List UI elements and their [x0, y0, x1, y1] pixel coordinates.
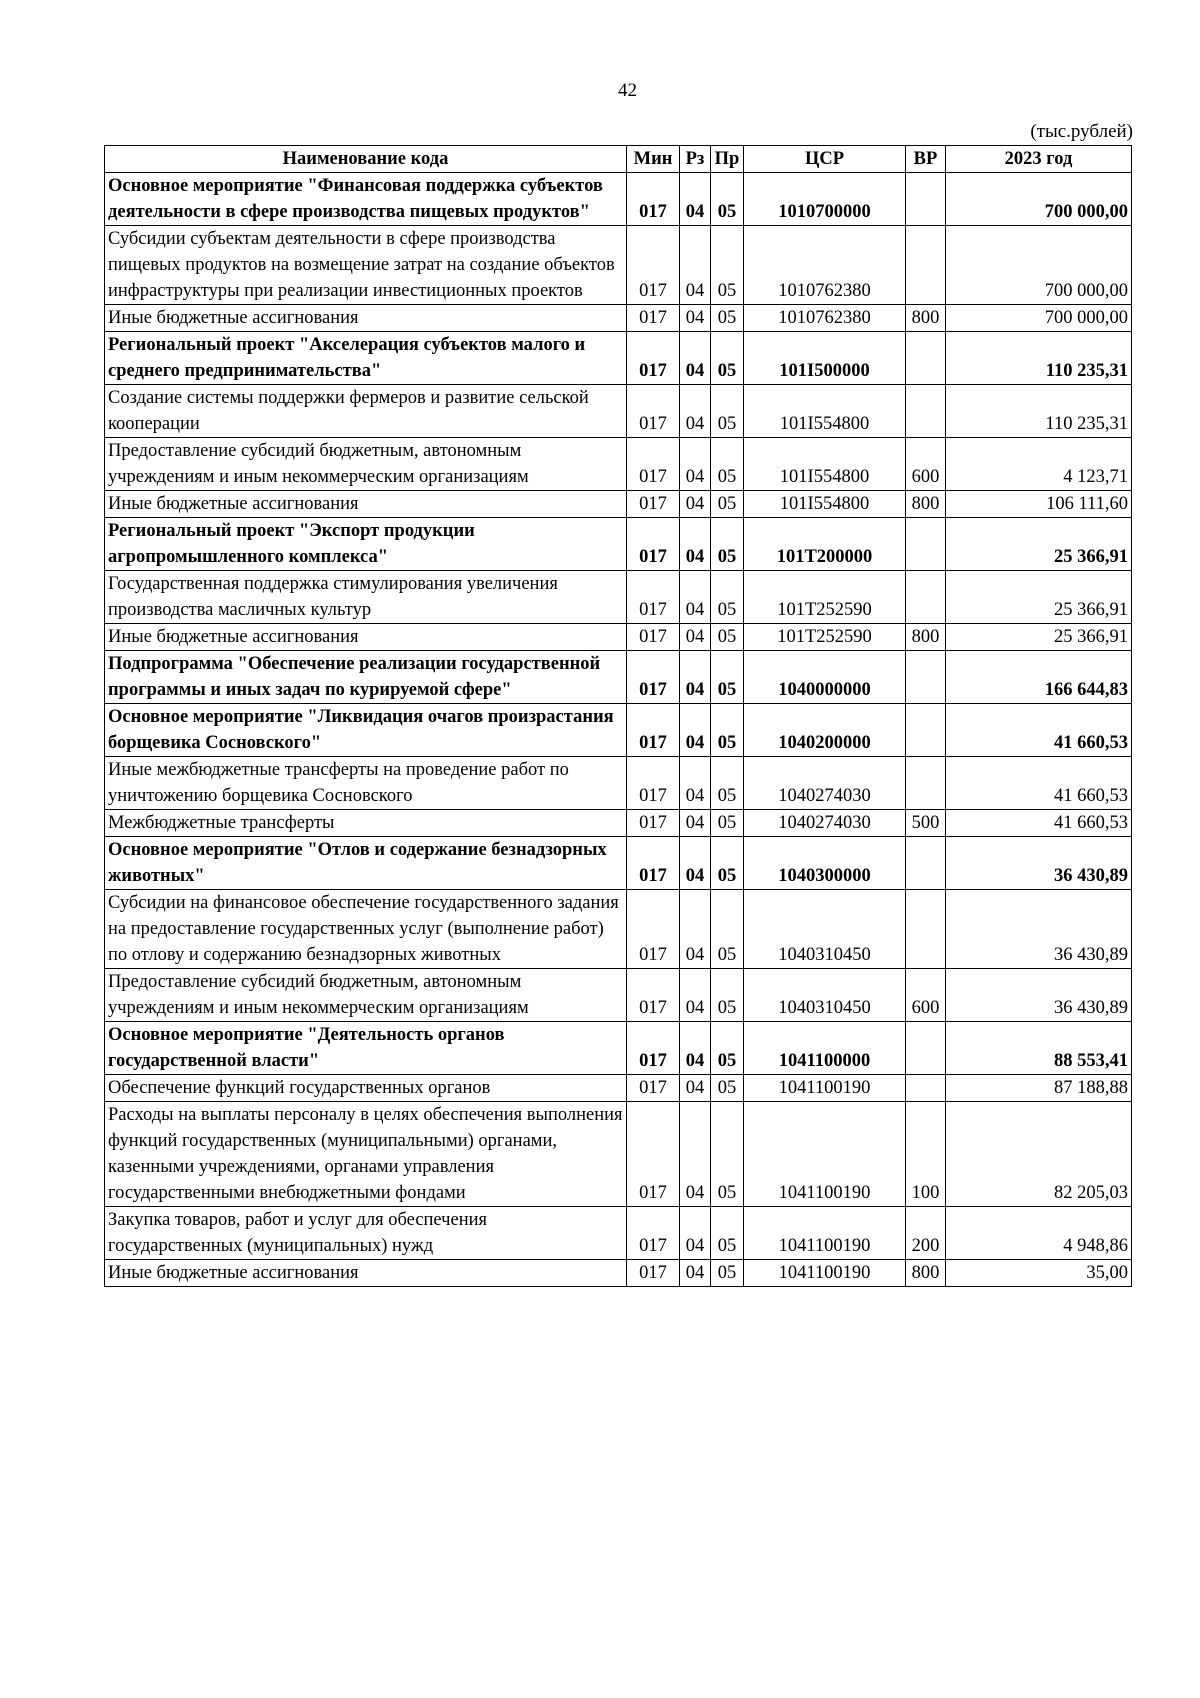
row-amount: 4 123,71 [946, 438, 1132, 491]
row-amount: 36 430,89 [946, 969, 1132, 1022]
row-name: Иные бюджетные ассигнования [105, 624, 627, 651]
table-row [105, 385, 1132, 438]
row-amount: 106 111,60 [946, 491, 1132, 518]
row-min: 017 [627, 757, 680, 810]
row-rz: 04 [680, 571, 711, 624]
row-amount: 700 000,00 [946, 226, 1132, 305]
table-row [105, 491, 1132, 518]
row-vr [906, 518, 946, 571]
row-vr: 600 [906, 438, 946, 491]
row-amount: 87 188,88 [946, 1075, 1132, 1102]
row-amount: 41 660,53 [946, 757, 1132, 810]
row-rz: 04 [680, 1207, 711, 1260]
table-row [105, 704, 1132, 757]
row-name: Основное мероприятие "Финансовая поддержка субъектов деятельности в сфере производства пищевых продуктов" [105, 173, 627, 226]
row-amount: 700 000,00 [946, 173, 1132, 226]
row-pr: 05 [711, 757, 744, 810]
row-rz: 04 [680, 810, 711, 837]
row-name: Иные бюджетные ассигнования [105, 305, 627, 332]
row-pr: 05 [711, 624, 744, 651]
header-year: 2023 год [946, 146, 1132, 173]
row-pr: 05 [711, 491, 744, 518]
table-row [105, 1207, 1132, 1260]
row-rz: 04 [680, 969, 711, 1022]
row-min: 017 [627, 624, 680, 651]
row-vr [906, 385, 946, 438]
row-vr [906, 571, 946, 624]
row-rz: 04 [680, 518, 711, 571]
row-pr: 05 [711, 890, 744, 969]
row-csr: 1041100190 [744, 1207, 906, 1260]
row-min: 017 [627, 1102, 680, 1207]
table-row [105, 837, 1132, 890]
units-note: (тыс.рублей) [1030, 121, 1133, 142]
row-amount: 4 948,86 [946, 1207, 1132, 1260]
row-name: Закупка товаров, работ и услуг для обеспечения государственных (муниципальных) нужд [105, 1207, 627, 1260]
row-vr: 200 [906, 1207, 946, 1260]
row-amount: 35,00 [946, 1260, 1132, 1287]
row-pr: 05 [711, 969, 744, 1022]
row-amount: 41 660,53 [946, 704, 1132, 757]
row-min: 017 [627, 491, 680, 518]
row-min: 017 [627, 969, 680, 1022]
row-csr: 101T200000 [744, 518, 906, 571]
row-csr: 101I500000 [744, 332, 906, 385]
row-min: 017 [627, 704, 680, 757]
row-rz: 04 [680, 226, 711, 305]
row-rz: 04 [680, 173, 711, 226]
header-pr: Пр [711, 146, 744, 173]
table-row [105, 757, 1132, 810]
row-min: 017 [627, 1207, 680, 1260]
header-vr: ВР [906, 146, 946, 173]
row-vr [906, 332, 946, 385]
row-rz: 04 [680, 890, 711, 969]
row-csr: 1010762380 [744, 305, 906, 332]
row-csr: 1010700000 [744, 173, 906, 226]
row-amount: 25 366,91 [946, 518, 1132, 571]
row-pr: 05 [711, 305, 744, 332]
header-name: Наименование кода [105, 146, 627, 173]
row-name: Региональный проект "Акселерация субъектов малого и среднего предпринимательства" [105, 332, 627, 385]
row-rz: 04 [680, 1075, 711, 1102]
row-name: Иные бюджетные ассигнования [105, 491, 627, 518]
row-min: 017 [627, 1022, 680, 1075]
row-pr: 05 [711, 1075, 744, 1102]
row-vr [906, 1022, 946, 1075]
row-csr: 1040274030 [744, 757, 906, 810]
header-min: Мин [627, 146, 680, 173]
row-vr: 800 [906, 624, 946, 651]
row-name: Государственная поддержка стимулирования увеличения производства масличных культур [105, 571, 627, 624]
row-min: 017 [627, 1260, 680, 1287]
table-row [105, 1102, 1132, 1207]
row-name: Расходы на выплаты персоналу в целях обеспечения выполнения функций государственных (муниципальными) органами, казенными учреждениями, органами управления государственными внебюджетными фондами [105, 1102, 627, 1207]
row-name: Создание системы поддержки фермеров и развитие сельской кооперации [105, 385, 627, 438]
row-name: Предоставление субсидий бюджетным, автономным учреждениям и иным некоммерческим организациям [105, 438, 627, 491]
row-pr: 05 [711, 837, 744, 890]
table-body [105, 173, 1132, 1287]
row-csr: 1040300000 [744, 837, 906, 890]
row-pr: 05 [711, 651, 744, 704]
row-csr: 101I554800 [744, 385, 906, 438]
row-rz: 04 [680, 837, 711, 890]
row-vr: 500 [906, 810, 946, 837]
table-row [105, 1022, 1132, 1075]
row-name: Предоставление субсидий бюджетным, автономным учреждениям и иным некоммерческим организациям [105, 969, 627, 1022]
row-pr: 05 [711, 810, 744, 837]
row-csr: 1010762380 [744, 226, 906, 305]
row-pr: 05 [711, 332, 744, 385]
row-pr: 05 [711, 518, 744, 571]
row-name: Иные межбюджетные трансферты на проведение работ по уничтожению борщевика Сосновского [105, 757, 627, 810]
row-pr: 05 [711, 385, 744, 438]
row-min: 017 [627, 571, 680, 624]
row-vr [906, 1075, 946, 1102]
row-csr: 101T252590 [744, 571, 906, 624]
row-min: 017 [627, 518, 680, 571]
row-rz: 04 [680, 651, 711, 704]
row-vr [906, 173, 946, 226]
table-header [105, 146, 1132, 173]
row-csr: 1041100000 [744, 1022, 906, 1075]
row-pr: 05 [711, 1022, 744, 1075]
row-rz: 04 [680, 1260, 711, 1287]
row-min: 017 [627, 305, 680, 332]
row-amount: 25 366,91 [946, 571, 1132, 624]
row-amount: 41 660,53 [946, 810, 1132, 837]
table-row [105, 173, 1132, 226]
row-name: Субсидии субъектам деятельности в сфере производства пищевых продуктов на возмещение затрат на создание объектов инфраструктуры при реализации инвестиционных проектов [105, 226, 627, 305]
row-vr [906, 226, 946, 305]
row-min: 017 [627, 332, 680, 385]
table-row [105, 1075, 1132, 1102]
budget-table [104, 145, 1132, 1287]
row-pr: 05 [711, 226, 744, 305]
row-min: 017 [627, 173, 680, 226]
row-csr: 101T252590 [744, 624, 906, 651]
row-pr: 05 [711, 1102, 744, 1207]
table-row [105, 810, 1132, 837]
row-pr: 05 [711, 571, 744, 624]
row-vr [906, 837, 946, 890]
row-csr: 1041100190 [744, 1260, 906, 1287]
row-name: Подпрограмма "Обеспечение реализации государственной программы и иных задач по курируемой сфере" [105, 651, 627, 704]
header-csr: ЦСР [744, 146, 906, 173]
row-csr: 1041100190 [744, 1075, 906, 1102]
row-min: 017 [627, 226, 680, 305]
row-amount: 82 205,03 [946, 1102, 1132, 1207]
row-rz: 04 [680, 1022, 711, 1075]
row-csr: 101I554800 [744, 491, 906, 518]
row-name: Субсидии на финансовое обеспечение государственного задания на предоставление государственных услуг (выполнение работ) по отлову и содержанию безнадзорных животных [105, 890, 627, 969]
row-name: Основное мероприятие "Ликвидация очагов произрастания борщевика Сосновского" [105, 704, 627, 757]
table-row [105, 890, 1132, 969]
row-vr: 800 [906, 305, 946, 332]
row-min: 017 [627, 438, 680, 491]
header-rz: Рз [680, 146, 711, 173]
row-rz: 04 [680, 305, 711, 332]
row-min: 017 [627, 1075, 680, 1102]
table-row [105, 305, 1132, 332]
row-pr: 05 [711, 1260, 744, 1287]
row-pr: 05 [711, 438, 744, 491]
table-row [105, 571, 1132, 624]
row-name: Основное мероприятие "Деятельность органов государственной власти" [105, 1022, 627, 1075]
row-name: Обеспечение функций государственных органов [105, 1075, 627, 1102]
row-csr: 1040274030 [744, 810, 906, 837]
row-amount: 25 366,91 [946, 624, 1132, 651]
row-amount: 700 000,00 [946, 305, 1132, 332]
row-rz: 04 [680, 332, 711, 385]
table-row [105, 651, 1132, 704]
table-row [105, 624, 1132, 651]
row-name: Иные бюджетные ассигнования [105, 1260, 627, 1287]
row-csr: 1041100190 [744, 1102, 906, 1207]
row-vr [906, 651, 946, 704]
row-amount: 110 235,31 [946, 332, 1132, 385]
row-min: 017 [627, 837, 680, 890]
row-vr: 800 [906, 1260, 946, 1287]
row-csr: 1040000000 [744, 651, 906, 704]
row-pr: 05 [711, 1207, 744, 1260]
row-name: Региональный проект "Экспорт продукции агропромышленного комплекса" [105, 518, 627, 571]
row-vr [906, 757, 946, 810]
table-row [105, 332, 1132, 385]
row-csr: 1040310450 [744, 969, 906, 1022]
row-amount: 166 644,83 [946, 651, 1132, 704]
row-amount: 36 430,89 [946, 890, 1132, 969]
row-name: Межбюджетные трансферты [105, 810, 627, 837]
table-row [105, 226, 1132, 305]
row-pr: 05 [711, 173, 744, 226]
row-csr: 101I554800 [744, 438, 906, 491]
page-number: 42 [618, 80, 637, 101]
row-pr: 05 [711, 704, 744, 757]
row-min: 017 [627, 890, 680, 969]
row-vr: 800 [906, 491, 946, 518]
row-rz: 04 [680, 757, 711, 810]
row-csr: 1040310450 [744, 890, 906, 969]
row-min: 017 [627, 651, 680, 704]
row-name: Основное мероприятие "Отлов и содержание безнадзорных животных" [105, 837, 627, 890]
row-rz: 04 [680, 491, 711, 518]
row-vr: 100 [906, 1102, 946, 1207]
row-rz: 04 [680, 385, 711, 438]
table-row [105, 518, 1132, 571]
row-amount: 88 553,41 [946, 1022, 1132, 1075]
row-min: 017 [627, 810, 680, 837]
row-vr [906, 890, 946, 969]
row-vr: 600 [906, 969, 946, 1022]
row-rz: 04 [680, 1102, 711, 1207]
row-amount: 110 235,31 [946, 385, 1132, 438]
row-rz: 04 [680, 704, 711, 757]
row-min: 017 [627, 385, 680, 438]
row-csr: 1040200000 [744, 704, 906, 757]
row-amount: 36 430,89 [946, 837, 1132, 890]
table-row [105, 969, 1132, 1022]
row-vr [906, 704, 946, 757]
row-rz: 04 [680, 624, 711, 651]
table-row [105, 1260, 1132, 1287]
row-rz: 04 [680, 438, 711, 491]
table-row [105, 438, 1132, 491]
